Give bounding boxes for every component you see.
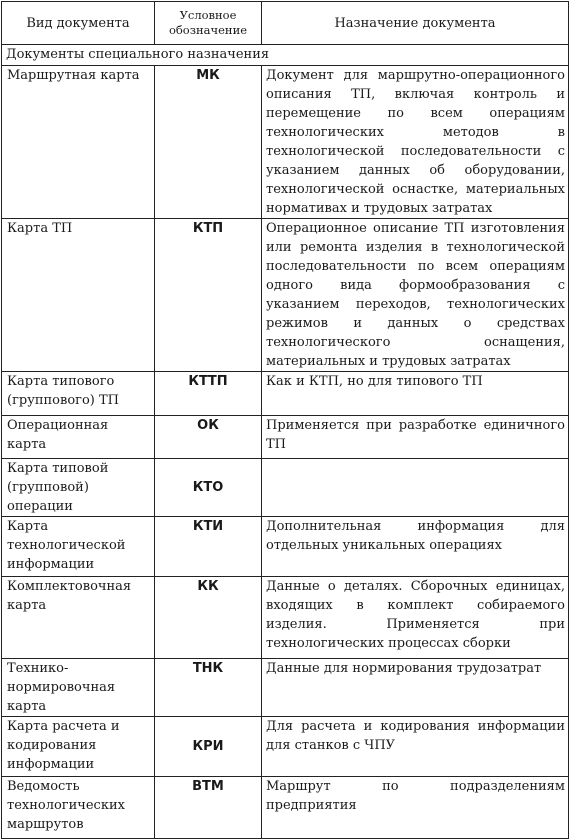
table-row — [2, 416, 569, 459]
row-designation: КТИ — [155, 517, 262, 577]
row-purpose: Как и КТП, но для типового ТП — [262, 372, 569, 416]
row-document-name: Комплектовочная карта — [2, 577, 155, 659]
row-document-name: Технико-нормировочная карта — [2, 659, 155, 717]
table-row — [2, 372, 569, 416]
section-row — [2, 45, 569, 66]
row-designation: КРИ — [155, 717, 262, 777]
row-designation: КТО — [155, 459, 262, 517]
row-purpose: Документ для маршрутно-операционного описания ТП, включая контроль и перемещение по всем операциям технологических методов в технологической последовательности с указанием данных об оборудовании, технологической оснастке, материальных нормативах и трудовых затратах — [262, 66, 569, 219]
row-designation: ОК — [155, 416, 262, 459]
row-purpose: Для расчета и кодирования информации для станков с ЧПУ — [262, 717, 569, 777]
row-designation: КТТП — [155, 372, 262, 416]
row-document-name: Ведомость технологических маршрутов — [2, 777, 155, 839]
table-row — [2, 659, 569, 717]
row-designation: КК — [155, 577, 262, 659]
row-designation: МК — [155, 66, 262, 219]
section-title: Документы специального назначения — [2, 45, 569, 66]
row-purpose: Данные для нормирования трудозатрат — [262, 659, 569, 717]
row-purpose: Данные о деталях. Сборочных единицах, входящих в комплект собираемого изделия. Применяется при технологических процессах сборки — [262, 577, 569, 659]
header-row — [2, 2, 569, 45]
document-page — [1, 1, 568, 839]
table-row — [2, 219, 569, 372]
row-designation: ВТМ — [155, 777, 262, 839]
row-designation: КТП — [155, 219, 262, 372]
header-designation: Условное обозначение — [155, 2, 262, 45]
row-document-name: Карта ТП — [2, 219, 155, 372]
header-purpose: Назначение документа — [262, 2, 569, 45]
row-document-name: Карта расчета и кодирования информации — [2, 717, 155, 777]
row-document-name: Маршрутная карта — [2, 66, 155, 219]
row-document-name: Карта технологической информации — [2, 517, 155, 577]
table-row — [2, 459, 569, 517]
row-document-name: Карта типовой (групповой) операции — [2, 459, 155, 517]
row-purpose: Маршрут по подразделениям предприятия — [262, 777, 569, 839]
row-purpose — [262, 459, 569, 517]
table-row — [2, 777, 569, 839]
row-purpose: Дополнительная информация для отдельных уникальных операциях — [262, 517, 569, 577]
row-purpose: Операционное описание ТП изготовления или ремонта изделия в технологической последовательности по всем операциям одного вида формообразования с указанием переходов, технологических режимов и данных о средствах технологического оснащения, материальных и трудовых затратах — [262, 219, 569, 372]
row-purpose: Применяется при разработке единичного ТП — [262, 416, 569, 459]
table-row — [2, 717, 569, 777]
table-row — [2, 577, 569, 659]
table-row — [2, 66, 569, 219]
document-types-table — [1, 1, 569, 839]
table-row — [2, 517, 569, 577]
row-designation: ТНК — [155, 659, 262, 717]
row-document-name: Операционная карта — [2, 416, 155, 459]
row-document-name: Карта типового (группового) ТП — [2, 372, 155, 416]
header-document-type: Вид документа — [2, 2, 155, 45]
